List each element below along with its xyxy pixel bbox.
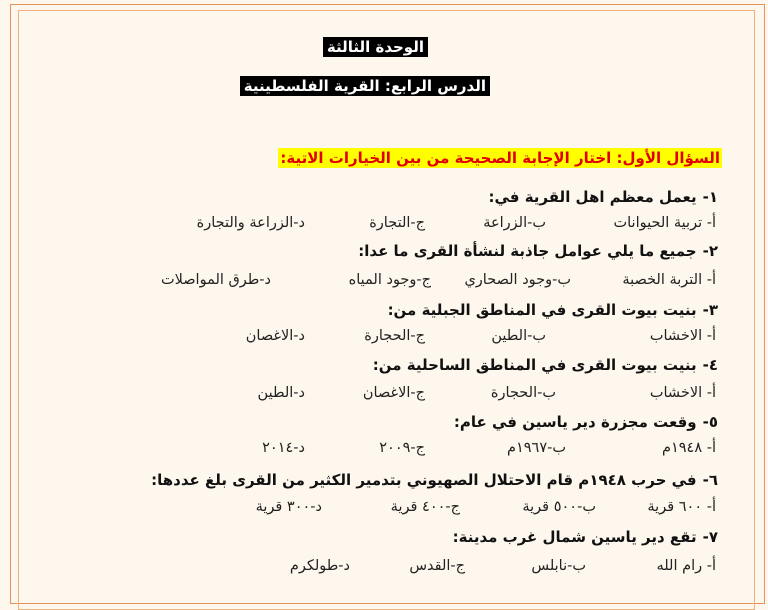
question-number: ٤- — [702, 356, 718, 374]
option-b: ب-٥٠٠ قرية — [522, 499, 596, 515]
question-2 — [358, 241, 718, 261]
option-d: د-طرق المواصلات — [160, 272, 271, 288]
question-4 — [373, 355, 718, 375]
question-number: ٦- — [702, 471, 718, 489]
option-a: أ- التربة الخصبة — [622, 272, 716, 288]
question-text: بنيت بيوت القرى في المناطق الجبلية من: — [387, 301, 697, 319]
question-text: تقع دير ياسين شمال غرب مدينة: — [452, 528, 697, 546]
option-a: أ- ٦٠٠ قرية — [647, 499, 716, 515]
question-text: جميع ما يلي عوامل جاذبة لنشأة القرى ما عدا: — [358, 242, 697, 260]
option-b: ب-الزراعة — [483, 215, 546, 231]
lesson-title: الدرس الرابع: القرية الفلسطينية — [240, 76, 490, 96]
option-c: ج-القدس — [409, 558, 465, 574]
option-d: د-الاغصان — [245, 328, 305, 344]
question-number: ٢- — [702, 242, 718, 260]
question-6 — [151, 470, 718, 490]
question-5 — [454, 412, 718, 432]
question-number: ٥- — [702, 413, 718, 431]
option-c: ج-التجارة — [369, 215, 425, 231]
option-b: ب-الحجارة — [490, 385, 556, 401]
option-b: ب-نابلس — [531, 558, 586, 574]
option-d: د-الطين — [257, 385, 305, 401]
question-text: يعمل معظم اهل القرية في: — [488, 188, 697, 206]
question-text: وقعت مجزرة دير ياسين في عام: — [453, 413, 697, 431]
option-b: ب-الطين — [491, 328, 546, 344]
question-number: ٧- — [702, 528, 718, 546]
option-d: د-٣٠٠ قرية — [255, 499, 322, 515]
option-a: أ- الاخشاب — [649, 385, 716, 401]
option-d: د-٢٠١٤ — [262, 440, 305, 456]
unit-title: الوحدة الثالثة — [323, 37, 428, 57]
option-b: ب-١٩٦٧م — [506, 440, 566, 456]
option-c: ج-وجود المياه — [348, 272, 431, 288]
option-d: د-طولكرم — [289, 558, 350, 574]
option-a: أ- ١٩٤٨م — [661, 440, 716, 456]
question-3 — [388, 300, 718, 320]
option-a: أ- رام الله — [656, 558, 716, 574]
section-title: السؤال الأول: اختار الإجابة الصحيحة من بين الخيارات الاتية: — [280, 149, 720, 167]
option-b: ب-وجود الصحاري — [464, 272, 571, 288]
question-text: في حرب ١٩٤٨م قام الاحتلال الصهيوني بتدمير الكثير من القرى بلغ عددها: — [151, 471, 697, 489]
question-1 — [488, 187, 718, 207]
option-d: د-الزراعة والتجارة — [196, 215, 305, 231]
option-c: ج-الحجارة — [364, 328, 425, 344]
question-number: ١- — [702, 188, 718, 206]
option-c: ج-٢٠٠٩ — [379, 440, 425, 456]
question-text: بنيت بيوت القرى في المناطق الساحلية من: — [372, 356, 697, 374]
option-c: ج-الاغصان — [362, 385, 425, 401]
option-a: أ- الاخشاب — [649, 328, 716, 344]
question-7 — [453, 527, 718, 547]
question-number: ٣- — [702, 301, 718, 319]
option-a: أ- تربية الحيوانات — [613, 215, 716, 231]
option-c: ج-٤٠٠ قرية — [390, 499, 460, 515]
